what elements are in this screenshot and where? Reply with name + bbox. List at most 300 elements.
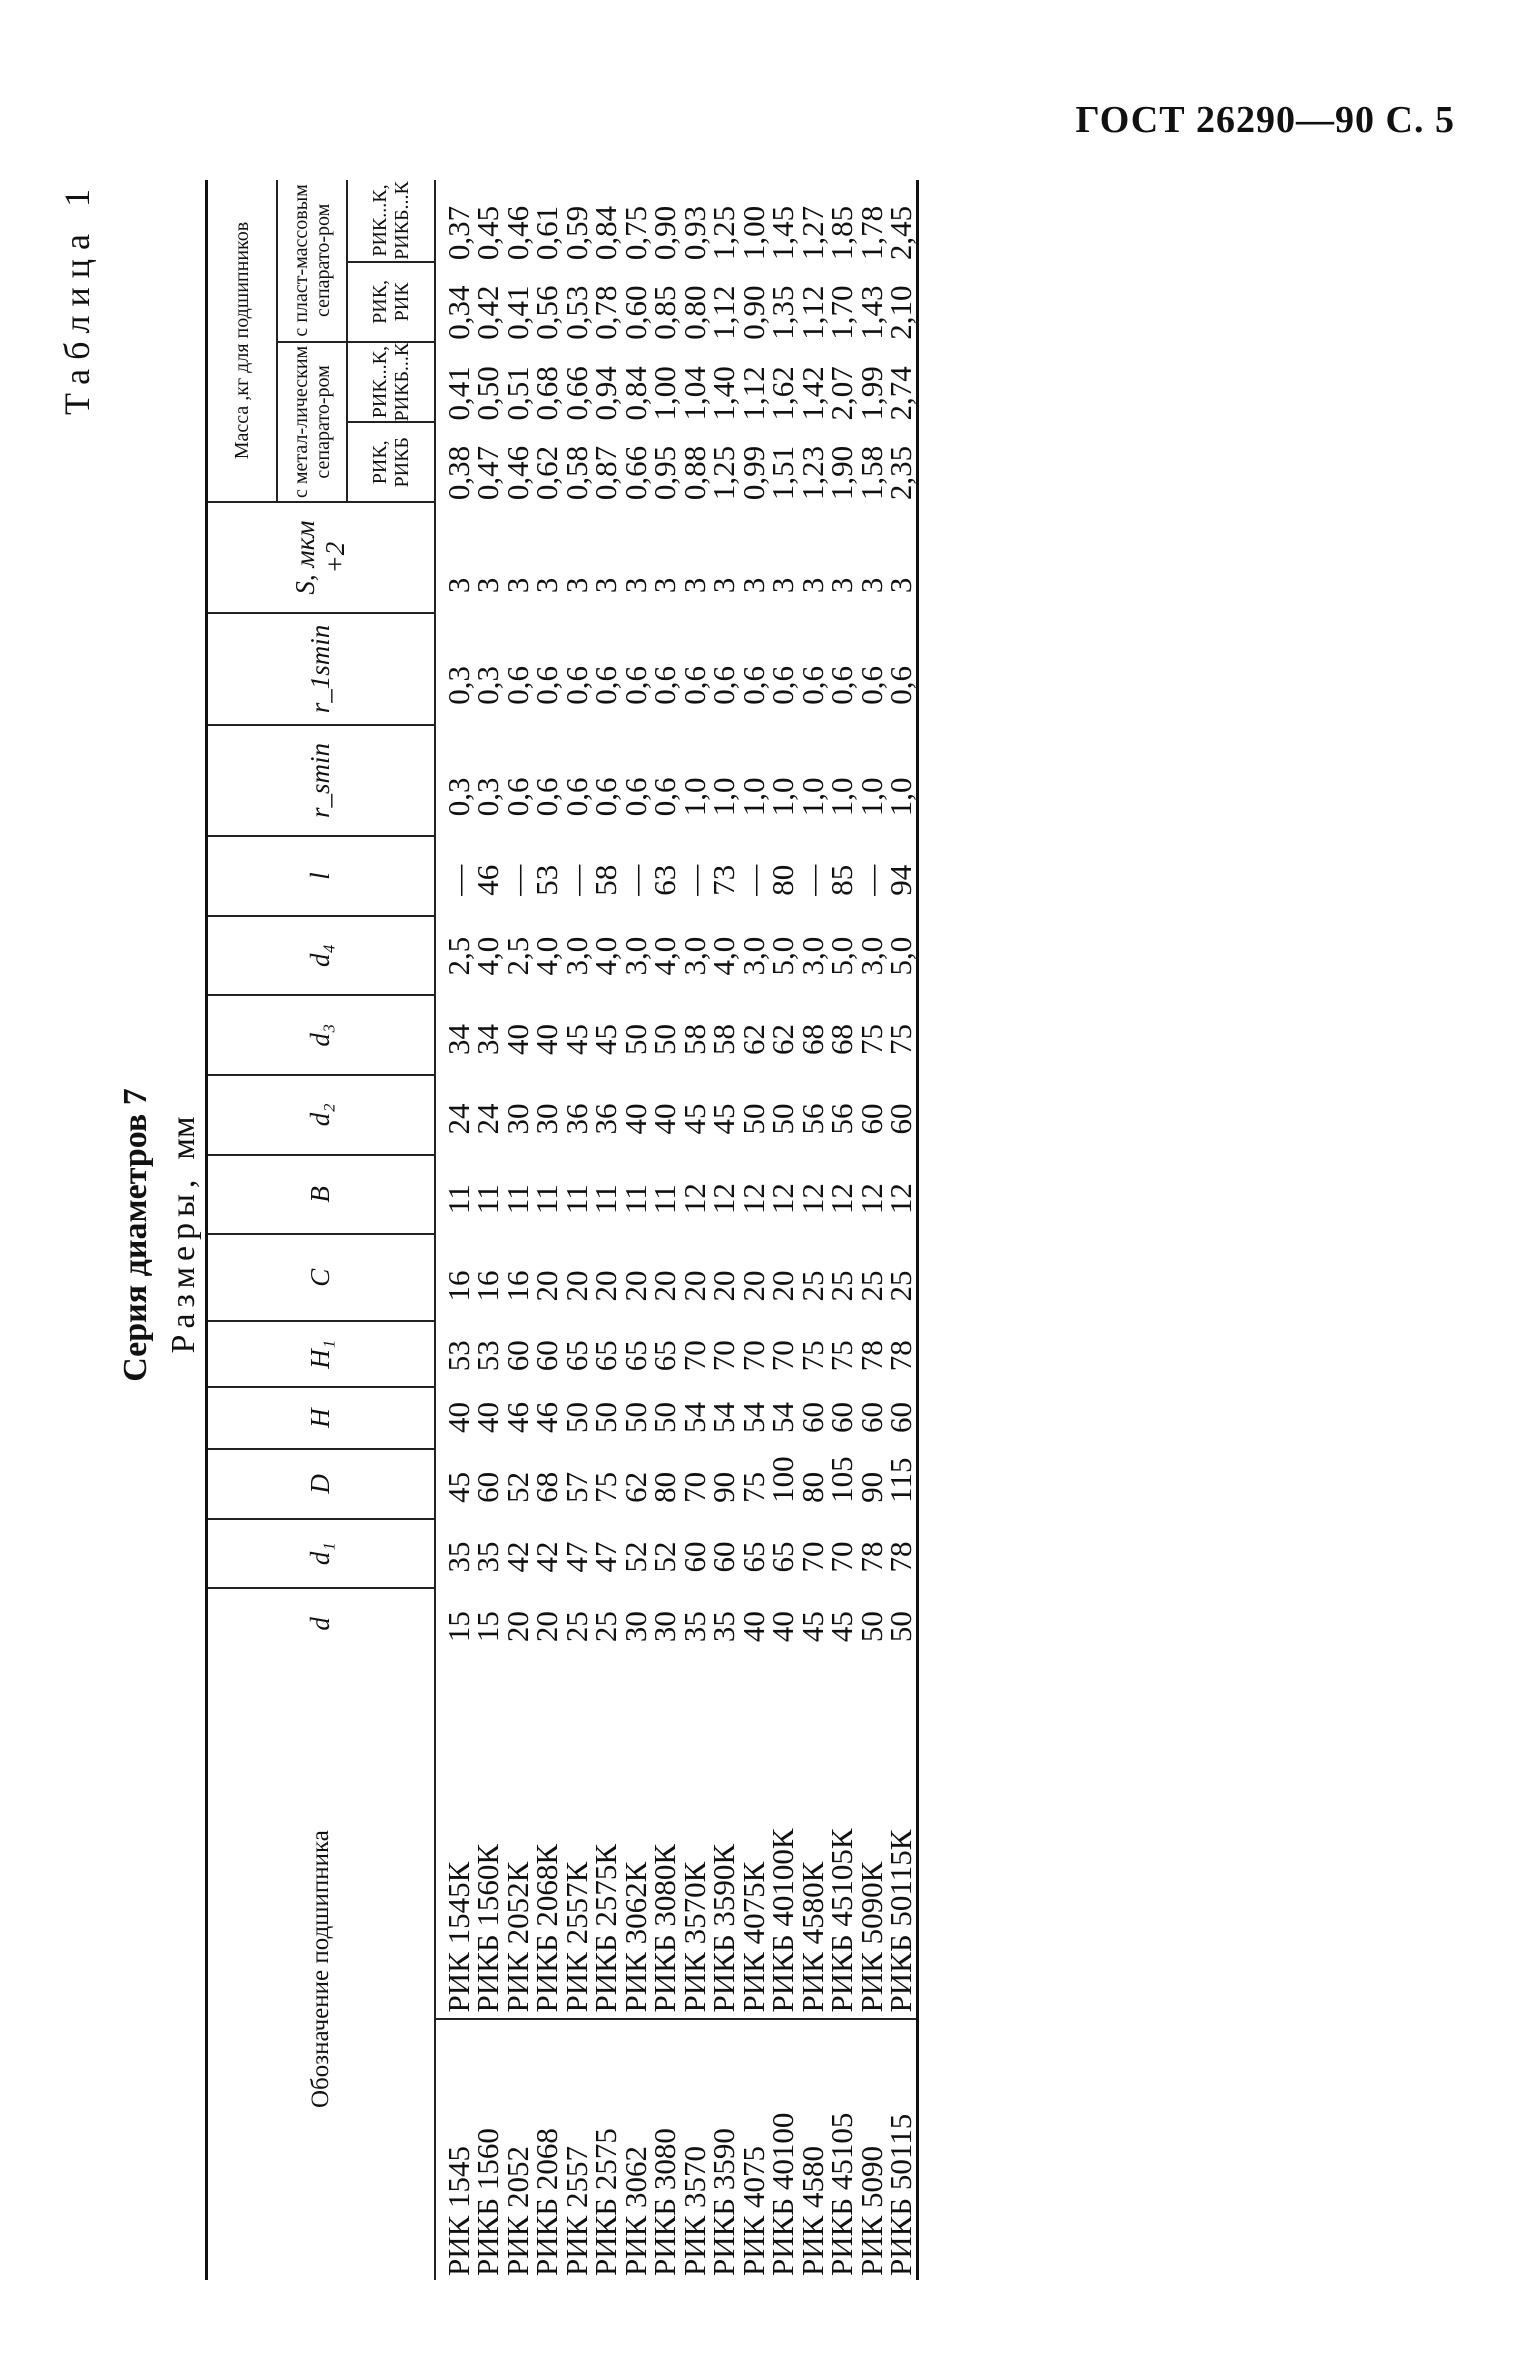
table-cell: 3 [440, 577, 476, 594]
table-cell: 58 [676, 1023, 712, 1055]
table-number: Таблица 1 [57, 180, 97, 415]
table-cell: 0,6 [794, 666, 830, 705]
table-cell: 25 [824, 1270, 859, 1302]
table-cell: 35 [676, 1611, 712, 1643]
table-cell: 1,40 [706, 366, 741, 421]
table-cell: 0,68 [529, 366, 564, 421]
table-cell: 52 [499, 1471, 535, 1503]
table-cell: 2,07 [824, 366, 859, 421]
table-cell: РИК 3062К [617, 1861, 653, 2013]
table-cell: 45 [588, 1023, 623, 1055]
table-cell: 0,66 [617, 445, 653, 501]
table-cell: 20 [588, 1270, 623, 1302]
table-cell: 5,0 [824, 936, 859, 976]
table-cell: 62 [735, 1023, 771, 1055]
table-cell: — [617, 864, 653, 896]
table-cell: 25 [853, 1270, 889, 1302]
table-cell: 1,58 [853, 445, 889, 501]
table-cell: 75 [735, 1471, 771, 1503]
table-cell: РИК 2557К [558, 1861, 594, 2013]
table-cell: 3,0 [735, 936, 771, 976]
table-cell: 57 [558, 1471, 594, 1503]
table-cell: 1,0 [794, 777, 830, 817]
table-cell: 65 [735, 1541, 771, 1573]
table-cell: 25 [588, 1611, 623, 1643]
table-cell: — [676, 864, 712, 896]
table-cell: 50 [647, 1023, 682, 1055]
table-cell: 0,51 [499, 366, 535, 421]
table-cell: РИКБ 50115 [883, 2113, 918, 2276]
table-cell: 0,6 [499, 666, 535, 705]
table-cell: 1,27 [794, 205, 830, 261]
designation-column [435, 2019, 918, 2280]
table-cell: 3 [853, 577, 889, 594]
header-d4: d₄ [207, 916, 435, 996]
table-cell: 16 [499, 1270, 535, 1302]
table-cell: 3 [765, 577, 800, 594]
table-cell: 16 [470, 1270, 505, 1302]
table-cell: 0,6 [853, 666, 889, 705]
designation-k-column [435, 1658, 918, 2019]
table-cell: 0,61 [529, 205, 564, 261]
table-cell: 1,0 [883, 777, 918, 817]
table-cell: 100 [765, 1456, 800, 1503]
sizes-label [165, 180, 203, 2290]
table-cell: 0,46 [499, 205, 535, 261]
table-cell: 52 [617, 1541, 653, 1573]
metal-separator-header: с метал-лическим сепарато-ром [277, 342, 347, 502]
table-cell: 20 [529, 1611, 564, 1643]
table-cell: РИК 4075 [735, 2145, 771, 2276]
table-cell: — [853, 864, 889, 896]
table-cell: 65 [617, 1340, 653, 1372]
header-H1: H₁ [207, 1322, 435, 1388]
table-cell: 3,0 [676, 936, 712, 976]
table-cell: РИК 4075К [735, 1861, 771, 2013]
table-cell: 40 [499, 1023, 535, 1055]
table-cell: 3 [617, 577, 653, 594]
header-D: D [207, 1449, 435, 1519]
table-cell: РИК 2557 [558, 2145, 594, 2276]
table-cell: 2,5 [440, 936, 476, 976]
table-cell: 0,6 [588, 777, 623, 817]
table-cell: 0,46 [499, 445, 535, 501]
table-cell: 1,85 [824, 205, 859, 261]
table-cell: РИКБ 3590К [706, 1843, 741, 2013]
table-cell: 53 [440, 1340, 476, 1372]
table-cell: 0,85 [647, 285, 682, 340]
table-cell: 73 [706, 864, 741, 896]
table-cell: 12 [676, 1183, 712, 1215]
table-cell: 80 [794, 1471, 830, 1503]
mass-header: Масса ,кг для подшипников [207, 180, 277, 502]
table-cell: 1,45 [765, 205, 800, 261]
table-cell: 60 [470, 1471, 505, 1503]
table-cell: РИК 2052 [499, 2145, 535, 2276]
table-cell: 65 [588, 1340, 623, 1372]
table-cell: 0,3 [440, 777, 476, 817]
table-cell: 0,3 [470, 777, 505, 817]
table-cell: 1,0 [735, 777, 771, 817]
table-cell: РИКБ 3590 [706, 2128, 741, 2276]
table-cell: РИК 5090 [853, 2145, 889, 2276]
table-cell: 12 [735, 1183, 771, 1215]
table-cell: 0,50 [470, 366, 505, 421]
table-cell: 4,0 [470, 936, 505, 976]
table-cell: РИКБ 2575 [588, 2128, 623, 2276]
table-cell: 0,6 [588, 666, 623, 705]
table-cell: 20 [765, 1270, 800, 1302]
table-cell: 30 [617, 1611, 653, 1643]
table-cell: 20 [706, 1270, 741, 1302]
table-cell: 0,6 [824, 666, 859, 705]
table-cell: 56 [824, 1103, 859, 1135]
table-cell: 70 [735, 1340, 771, 1372]
table-cell: 45 [558, 1023, 594, 1055]
table-cell: 0,80 [676, 285, 712, 340]
mass-4-column [435, 180, 918, 262]
table-cell: 40 [440, 1401, 476, 1433]
table-cell: 0,6 [883, 666, 918, 705]
table-cell: 53 [470, 1340, 505, 1372]
table-cell: 45 [440, 1471, 476, 1503]
table-cell: РИК 3570 [676, 2145, 712, 2276]
rsmin-column [435, 725, 918, 836]
table-cell: 68 [529, 1471, 564, 1503]
table-cell: 105 [824, 1456, 859, 1503]
table-cell: 3 [883, 577, 918, 594]
table-cell: 0,58 [558, 445, 594, 501]
table-cell: 0,59 [558, 205, 594, 261]
table-cell: 47 [588, 1541, 623, 1573]
header-d: d [207, 1588, 435, 1658]
table-cell: РИК 3570К [676, 1861, 712, 2013]
table-cell: 78 [853, 1541, 889, 1573]
table-cell: 0,75 [617, 205, 653, 261]
table-cell: РИКБ 3080К [647, 1843, 682, 2013]
table-cell: 0,60 [617, 285, 653, 340]
table-cell: 1,0 [676, 777, 712, 817]
header-l: l [207, 836, 435, 916]
bearing-table [205, 180, 919, 2280]
header-rsmin: r_smin [207, 725, 435, 836]
table-cell: 0,41 [440, 366, 476, 421]
table-cell: 12 [853, 1183, 889, 1215]
table-cell: РИКБ 2068К [529, 1843, 564, 2013]
table-cell: 65 [647, 1340, 682, 1372]
table-cell: 15 [440, 1611, 476, 1643]
table-cell: 40 [647, 1103, 682, 1135]
table-cell: 0,53 [558, 285, 594, 340]
table-cell: 1,25 [706, 205, 741, 261]
table-cell: РИК 5090К [853, 1861, 889, 2013]
table-cell: 40 [470, 1401, 505, 1433]
table-cell: 35 [470, 1541, 505, 1573]
table-cell: 80 [765, 864, 800, 896]
table-cell: 70 [794, 1541, 830, 1573]
mass-1-column [435, 422, 918, 502]
table-cell: 1,12 [706, 285, 741, 340]
table-cell: 36 [558, 1103, 594, 1135]
table-cell: 46 [470, 864, 505, 896]
table-cell: 54 [676, 1401, 712, 1433]
table-cell: 40 [735, 1611, 771, 1643]
table-cell: 11 [588, 1184, 623, 1215]
table-cell: 30 [499, 1103, 535, 1135]
table-cell: 12 [765, 1183, 800, 1215]
table-cell: 1,23 [794, 445, 830, 501]
table-cell: 0,42 [470, 285, 505, 340]
d4-column [435, 916, 918, 996]
table-cell: 0,6 [735, 666, 771, 705]
table-cell: 0,6 [558, 777, 594, 817]
table-cell: 54 [735, 1401, 771, 1433]
table-cell: 3 [470, 577, 505, 594]
table-cell: 11 [617, 1184, 653, 1215]
H-column [435, 1387, 918, 1449]
table-cell: РИКБ 40100К [765, 1828, 800, 2013]
table-cell: 0,3 [440, 666, 476, 705]
table-cell: 4,0 [529, 936, 564, 976]
table-cell: 46 [529, 1401, 564, 1433]
table-cell: 78 [883, 1340, 918, 1372]
table-cell: 4,0 [588, 936, 623, 976]
S-column [435, 502, 918, 613]
table-cell: 1,35 [765, 285, 800, 340]
header-C: C [207, 1234, 435, 1321]
table-cell: 0,6 [529, 777, 564, 817]
table-cell: 63 [647, 864, 682, 896]
table-cell: 30 [529, 1103, 564, 1135]
table-cell: 1,0 [765, 777, 800, 817]
table-cell: 50 [883, 1611, 918, 1643]
table-cell: 60 [883, 1401, 918, 1433]
table-cell: 45 [824, 1611, 859, 1643]
table-cell: РИКБ 40100 [765, 2112, 800, 2276]
table-cell: 3,0 [617, 936, 653, 976]
table-cell: — [735, 864, 771, 896]
table-cell: 60 [883, 1103, 918, 1135]
table-cell: 50 [735, 1103, 771, 1135]
table-cell: РИК 3062 [617, 2145, 653, 2276]
table-cell: 50 [558, 1401, 594, 1433]
table-cell: 40 [529, 1023, 564, 1055]
table-cell: РИКБ 1560 [470, 2128, 505, 2276]
table-cell: 2,5 [499, 936, 535, 976]
table-cell: 11 [470, 1184, 505, 1215]
table-cell: 1,0 [824, 777, 859, 817]
header-S: S, мкм +2 [207, 502, 435, 613]
table-cell: 80 [647, 1471, 682, 1503]
table-cell: 3,0 [794, 936, 830, 976]
table-cell: 1,0 [706, 777, 741, 817]
table-cell: 75 [794, 1340, 830, 1372]
table-cell: 45 [676, 1103, 712, 1135]
table-cell: — [794, 864, 830, 896]
table-cell: РИК 1545К [440, 1861, 476, 2013]
table-cell: 4,0 [647, 936, 682, 976]
mass-col-1-header: РИК, РИКБ [347, 422, 435, 502]
table-cell: 68 [794, 1023, 830, 1055]
table-cell: 12 [706, 1183, 741, 1215]
table-cell: 0,84 [617, 366, 653, 421]
table-cell: 0,6 [617, 666, 653, 705]
table-cell: 3 [735, 577, 771, 594]
r1smin-column [435, 613, 918, 725]
table-cell: 60 [853, 1103, 889, 1135]
table-cell: 78 [883, 1541, 918, 1573]
table-cell: 20 [617, 1270, 653, 1302]
table-cell: 0,6 [617, 777, 653, 817]
table-cell: 0,47 [470, 445, 505, 501]
table-cell: 1,00 [647, 366, 682, 421]
l-column [435, 836, 918, 916]
table-cell: 50 [765, 1103, 800, 1135]
table-cell: 1,42 [794, 366, 830, 421]
table-cell: РИКБ 45105 [824, 2112, 859, 2276]
table-cell: 0,6 [765, 666, 800, 705]
table-cell: 11 [558, 1184, 594, 1215]
sizes-unit: мм [165, 1116, 202, 1160]
table-cell: 16 [440, 1270, 476, 1302]
designation-header: Обозначение подшипника [207, 1658, 435, 2280]
mass-col-3-header: РИК, РИК [347, 262, 435, 342]
table-cell: 24 [470, 1103, 505, 1135]
table-cell: 0,66 [558, 366, 594, 421]
table-cell: 2,74 [883, 366, 918, 421]
table-cell: 60 [676, 1541, 712, 1573]
table-cell: 62 [617, 1471, 653, 1503]
table-cell: 56 [794, 1103, 830, 1135]
table-cell: — [440, 864, 476, 896]
table-cell: 42 [529, 1541, 564, 1573]
table-cell: 1,90 [824, 445, 859, 501]
d2-column [435, 1075, 918, 1155]
header-d3: d₃ [207, 995, 435, 1075]
table-cell: 0,56 [529, 285, 564, 340]
table-cell: 2,10 [883, 285, 918, 340]
table-cell: 0,45 [470, 205, 505, 261]
table-cell: 70 [676, 1340, 712, 1372]
table-cell: 3 [647, 577, 682, 594]
table-cell: 0,6 [647, 777, 682, 817]
table-cell: 3 [529, 577, 564, 594]
table-cell: 0,6 [706, 666, 741, 705]
table-cell: 0,93 [676, 205, 712, 261]
table-cell: 24 [440, 1103, 476, 1135]
header-d2: d₂ [207, 1075, 435, 1155]
table-cell: РИК 2052К [499, 1861, 535, 2013]
table-cell: — [499, 864, 535, 896]
table-cell: 54 [706, 1401, 741, 1433]
table-cell: 3 [558, 577, 594, 594]
table-cell: 65 [558, 1340, 594, 1372]
table-cell: 0,78 [588, 285, 623, 340]
table-cell: 34 [440, 1023, 476, 1055]
table-cell: 85 [824, 864, 859, 896]
table-cell: 0,41 [499, 285, 535, 340]
table-cell: 2,45 [883, 205, 918, 261]
table-cell: 53 [529, 864, 564, 896]
table-cell: 50 [647, 1401, 682, 1433]
table-cell: 1,51 [765, 445, 800, 501]
table-cell: РИКБ 45105К [824, 1828, 859, 2013]
table-cell: 1,00 [735, 205, 771, 261]
mass-3-column [435, 262, 918, 342]
table-cell: 0,94 [588, 366, 623, 421]
table-cell: 54 [765, 1401, 800, 1433]
table-cell: 11 [529, 1184, 564, 1215]
table-cell: 12 [794, 1183, 830, 1215]
header-H: H [207, 1387, 435, 1449]
table-cell: 50 [853, 1611, 889, 1643]
table-body-row [435, 180, 918, 2280]
table-cell: 50 [617, 1023, 653, 1055]
table-cell: 20 [647, 1270, 682, 1302]
table-cell: РИКБ 50115К [883, 1829, 918, 2013]
table-cell: 0,95 [647, 445, 682, 501]
table-cell: 1,70 [824, 285, 859, 340]
table-cell: 0,99 [735, 445, 771, 501]
table-cell: 3 [794, 577, 830, 594]
d-column [435, 1588, 918, 1658]
table-cell: 20 [735, 1270, 771, 1302]
table-cell: 1,12 [794, 285, 830, 340]
table-cell: 0,84 [588, 205, 623, 261]
table-cell: 11 [499, 1184, 535, 1215]
table-cell: 0,6 [529, 666, 564, 705]
table-cell: 75 [853, 1023, 889, 1055]
table-cell: 47 [558, 1541, 594, 1573]
table-cell: 20 [529, 1270, 564, 1302]
table-cell: 115 [883, 1457, 918, 1503]
C-column [435, 1234, 918, 1321]
table-cell: 70 [706, 1340, 741, 1372]
table-cell: 70 [765, 1340, 800, 1372]
table-cell: 1,25 [706, 445, 741, 501]
mass-2-column [435, 342, 918, 423]
d1-column [435, 1519, 918, 1589]
table-cell: 90 [853, 1471, 889, 1503]
table-cell: 65 [765, 1541, 800, 1573]
series-title: Серия диаметров 7 [117, 1088, 154, 1382]
table-cell: 42 [499, 1541, 535, 1573]
table-cell: 60 [706, 1541, 741, 1573]
sizes-word: Размеры, [165, 1173, 202, 1354]
table-cell: 0,88 [676, 445, 712, 501]
table-cell: 36 [588, 1103, 623, 1135]
table-cell: 58 [706, 1023, 741, 1055]
table-cell: 70 [676, 1471, 712, 1503]
table-cell: 0,90 [735, 285, 771, 340]
table-cell: 40 [617, 1103, 653, 1135]
table-cell: 68 [824, 1023, 859, 1055]
table-cell: 3,0 [853, 936, 889, 976]
header-r1smin: r_1smin [207, 613, 435, 725]
header-B: B [207, 1155, 435, 1235]
table-cell: РИКБ 2068 [529, 2128, 564, 2276]
table-cell: 1,99 [853, 366, 889, 421]
table-cell: 3,0 [558, 936, 594, 976]
table-cell: 75 [588, 1471, 623, 1503]
table-cell: 12 [824, 1183, 859, 1215]
table-cell: 0,62 [529, 445, 564, 501]
table-cell: 0,6 [647, 666, 682, 705]
table-cell: 25 [794, 1270, 830, 1302]
table-cell: РИК 1545 [440, 2145, 476, 2276]
table-cell: 35 [706, 1611, 741, 1643]
table-cell: РИКБ 3080 [647, 2128, 682, 2276]
